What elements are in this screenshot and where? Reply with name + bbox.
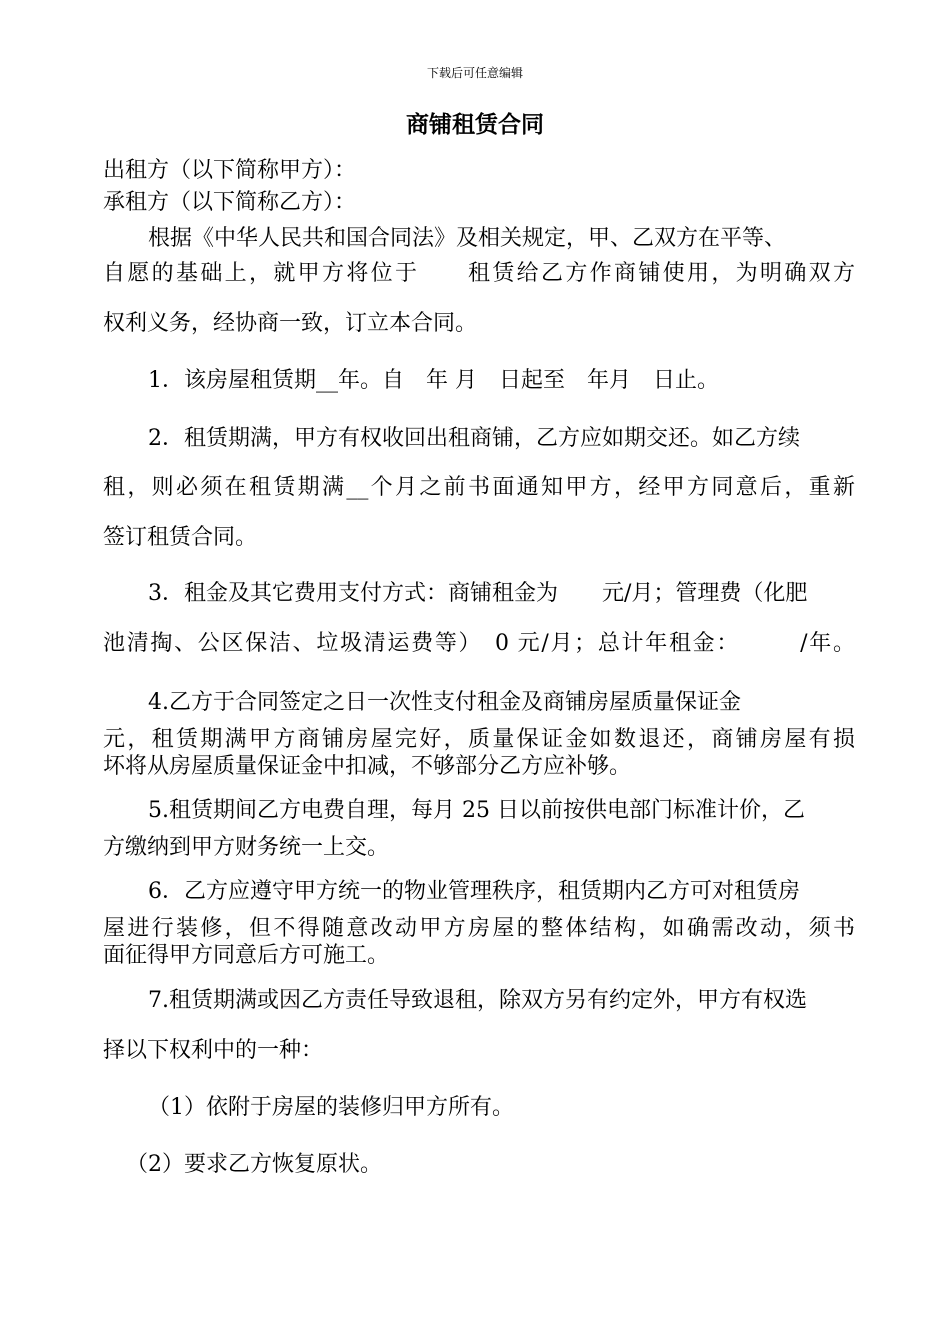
- document-title: 商铺租赁合同: [406, 111, 544, 138]
- clause-7-line: 7.租赁期满或因乙方责任导致退租，除双方另有约定外，甲方有权选: [148, 988, 807, 1013]
- party-b-line: 承租方（以下简称乙方）：: [103, 190, 357, 215]
- clause-6-line: 屋进行装修，但不得随意改动甲方房屋的整体结构，如确需改动，须书: [103, 916, 855, 941]
- clause-2-line: 2．租赁期满，甲方有权收回出租商铺，乙方应如期交还。如乙方续: [148, 426, 800, 451]
- clause-4-line: 4.乙方于合同签定之日一次性支付租金及商铺房屋质量保证金: [148, 690, 741, 715]
- clause-2-line: 租，则必须在租赁期满__个月之前书面通知甲方，经甲方同意后，重新: [103, 475, 855, 500]
- clause-7-line: 择以下权利中的一种：: [103, 1038, 324, 1063]
- clause-6-line: 6．乙方应遵守甲方统一的物业管理秩序，租赁期内乙方可对租赁房: [148, 879, 800, 904]
- option-1: （1）依附于房屋的装修归甲方所有。: [148, 1095, 514, 1120]
- clause-4-line: 元，租赁期满甲方商铺房屋完好，质量保证金如数退还，商铺房屋有损: [103, 727, 855, 752]
- option-2: （2）要求乙方恢复原状。: [126, 1152, 382, 1177]
- clause-5-line: 方缴纳到甲方财务统一上交。: [103, 835, 390, 860]
- clause-2-line: 签订租赁合同。: [103, 525, 258, 550]
- clause-4-line: 坏将从房屋质量保证金中扣减，不够部分乙方应补够。: [103, 754, 632, 779]
- clause-3-line: 3．租金及其它费用支付方式：商铺租金为 元/月；管理费（化肥: [148, 581, 808, 606]
- clause-1: 1．该房屋租赁期__年。自 年 月 日起至 年月 日止。: [148, 368, 719, 393]
- intro-line: 根据《中华人民共和国合同法》及相关规定，甲、乙双方在平等、: [148, 226, 787, 251]
- clause-3-line: 池清掏、公区保洁、垃圾清运费等） 0 元/月；总计年租金： /年。: [103, 631, 855, 656]
- header-note: 下载后可任意编辑: [426, 66, 523, 80]
- intro-line: 权利义务，经协商一致，订立本合同。: [103, 311, 478, 336]
- intro-line: 自愿的基础上，就甲方将位于 租赁给乙方作商铺使用，为明确双方: [103, 261, 855, 286]
- clause-6-line: 面征得甲方同意后方可施工。: [103, 943, 390, 968]
- clause-5-line: 5.租赁期间乙方电费自理，每月 25 日以前按供电部门标准计价，乙: [148, 798, 805, 823]
- party-a-line: 出租方（以下简称甲方）：: [103, 158, 357, 183]
